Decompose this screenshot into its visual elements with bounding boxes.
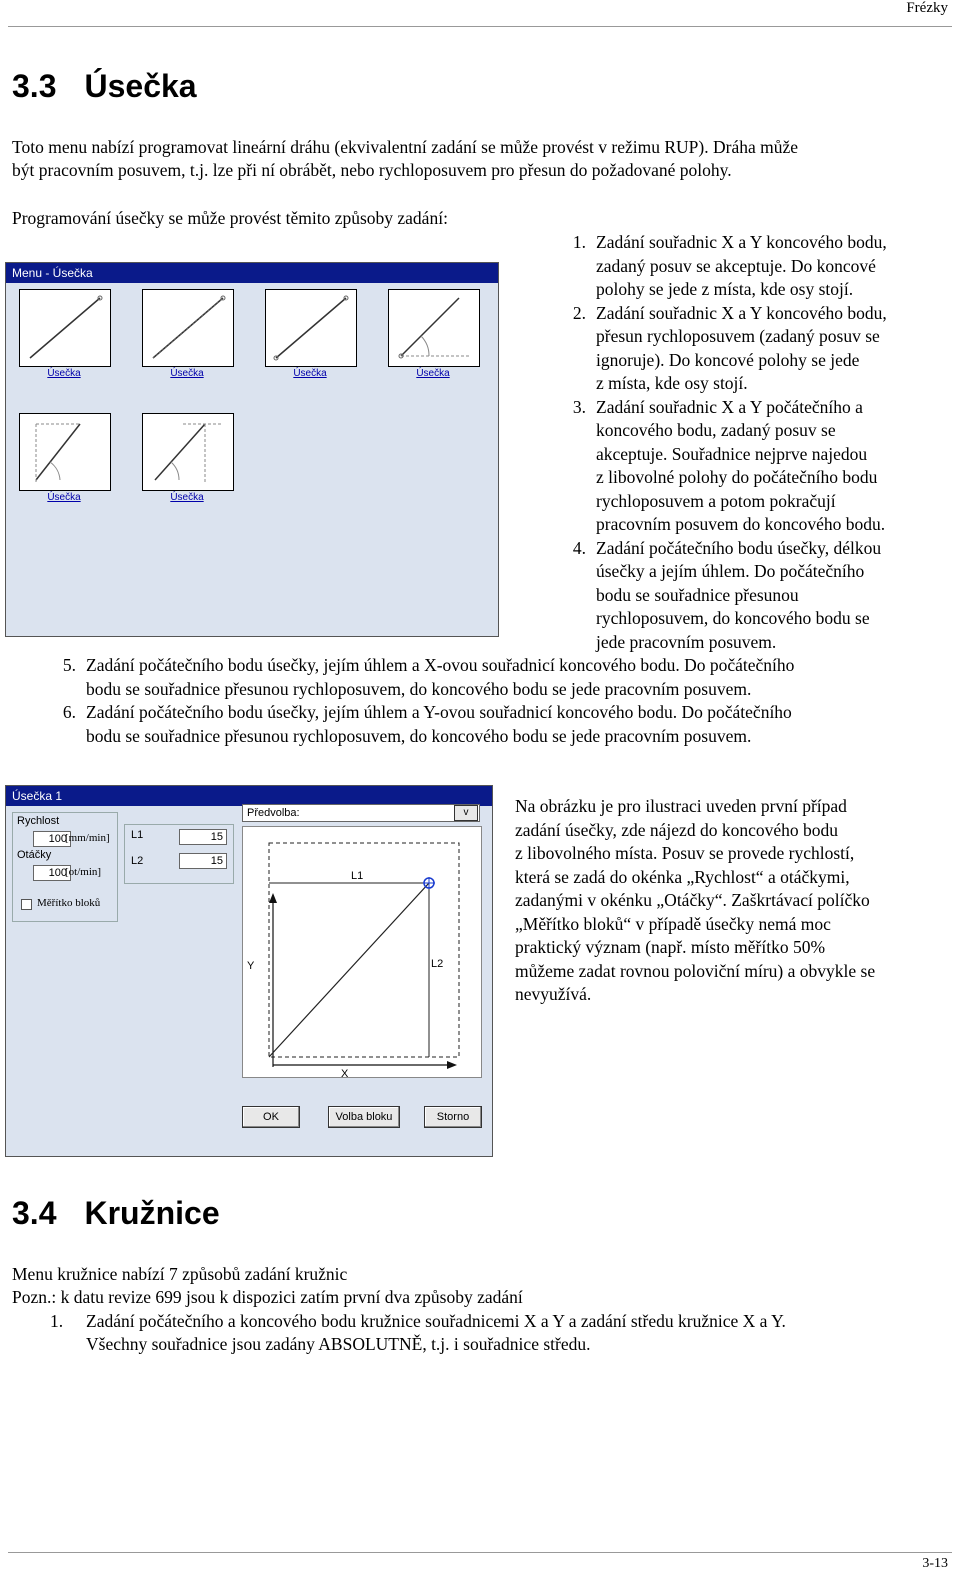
kruznice-item-1-line-1: Zadání počátečního a koncového bodu kružnice souřadnicemi X a Y a zadání středu kružnice X a Y. [86, 1311, 786, 1331]
list-item-number: 3. [572, 396, 586, 417]
intro-line-1: Toto menu nabízí programovat lineární dráhu (ekvivalentní zadání se může provést v režimu RUP). Dráha může [12, 137, 799, 157]
storno-button[interactable]: Storno [424, 1106, 482, 1128]
section-number: 3.3 [12, 68, 57, 104]
tile-label-4[interactable]: Úsečka [416, 368, 450, 379]
l1-caption: L1 [351, 870, 364, 882]
ok-button[interactable]: OK [242, 1106, 300, 1128]
list-item-number: 4. [572, 537, 586, 558]
list-item-line: zadaný posuv se akceptuje. Do koncové [596, 255, 876, 276]
description-line: praktický význam (např. místo měřítko 50% [515, 937, 826, 957]
l1-label: L1 [131, 829, 144, 841]
tile-line-1[interactable] [19, 289, 111, 367]
tile-line-3[interactable] [265, 289, 357, 367]
list-item-line: polohy se jede z místa, kde osy stojí. [596, 279, 854, 299]
line-segment [269, 883, 429, 1057]
list-item-line: přesun rychloposuvem (zadaný posuv se [596, 326, 880, 346]
tile-label-5[interactable]: Úsečka [47, 492, 81, 503]
predvolba-dropdown-button[interactable]: v [454, 805, 478, 821]
rychlost-unit: [mm/min] [65, 832, 110, 844]
list-item-number: 1. [572, 232, 586, 252]
list-item-line: akceptuje. Souřadnice nejprve najedou [596, 443, 868, 464]
tile-line-6[interactable] [142, 413, 234, 491]
dialog-description [515, 795, 955, 1007]
description-line: můžeme zadat rovnou poloviční míru) a obvykle se [515, 960, 876, 981]
l1-input[interactable]: 15 [179, 829, 227, 845]
tile-line-2[interactable] [142, 289, 234, 367]
section-number: 3.4 [12, 1195, 57, 1231]
list-item-line: Zadání počátečního bodu úsečky, jejím úhlem a X-ovou souřadnicí koncového bodu. Do počátečního [86, 655, 795, 675]
methods-list-full [50, 654, 950, 748]
rychlost-label: Rychlost [17, 815, 60, 827]
list-item-line: Zadání počátečního bodu úsečky, délkou [596, 537, 882, 558]
description-line: zadání úsečky, zde nájezd do koncového bodu [515, 819, 838, 840]
volba-bloku-button[interactable]: Volba bloku [328, 1106, 400, 1128]
list-item [50, 701, 950, 748]
kruznice-line-1: Menu kružnice nabízí 7 způsobů zadání kružnic [12, 1264, 348, 1284]
otacky-unit: [ot/min] [65, 866, 102, 878]
dialog-title: Úsečka 1 [6, 786, 492, 806]
l2-caption: L2 [431, 958, 444, 970]
list-item [560, 302, 955, 396]
list-item-line: z libovolné polohy do počátečního bodu [596, 467, 878, 487]
y-caption: Y [247, 960, 255, 972]
tile-line-4[interactable] [388, 289, 480, 367]
l2-label: L2 [131, 855, 144, 867]
list-item-line: Zadání souřadnic X a Y koncového bodu, [596, 302, 887, 323]
list-item-line: bodu se souřadnice přesunou [596, 584, 799, 605]
tile-label-1[interactable]: Úsečka [47, 368, 81, 379]
rychlost-input[interactable]: 100 [33, 831, 71, 847]
menu-window-title: Menu - Úsečka [6, 263, 498, 283]
list-item-line: bodu se souřadnice přesunou rychloposuvem, do koncového bodu se jede pracovním posuvem. [86, 678, 752, 699]
otacky-label: Otáčky [17, 849, 52, 861]
list-item-line: Zadání souřadnic X a Y koncového bodu, [596, 232, 887, 252]
description-line: zadanými v okénku „Otáčky“. Zaškrtávací políčko [515, 890, 870, 910]
tile-label-6[interactable]: Úsečka [170, 492, 204, 503]
running-header: Frézky [906, 0, 948, 16]
kruznice-line-2: Pozn.: k datu revize 699 jsou k dispozici zatím první dva způsoby zadání [12, 1287, 523, 1307]
diagram-canvas [242, 826, 482, 1078]
otacky-input[interactable]: 100 [33, 865, 71, 881]
methods-list-right [560, 231, 955, 654]
speed-group [12, 812, 118, 922]
list-item-line: Zadání počátečního bodu úsečky, jejím úhlem a Y-ovou souřadnicí koncového bodu. Do počátečního [86, 702, 792, 722]
meritko-label: Měřítko bloků [37, 897, 101, 909]
list-item-line: bodu se souřadnice přesunou rychloposuvem, do koncového bodu se jede pracovním posuvem. [86, 725, 752, 746]
section-title: Úsečka [84, 68, 197, 104]
predvolba-select[interactable]: Předvolba: [242, 804, 480, 822]
usecka-diagram [243, 827, 481, 1077]
list-item [560, 231, 955, 302]
list-item-line: rychloposuvem a potom pokračují [596, 490, 836, 511]
usecka-dialog [5, 785, 493, 1157]
description-line: která se zadá do okénka „Rychlost“ a otáčkymi, [515, 866, 850, 887]
list-item [50, 654, 950, 701]
description-line: „Měřítko bloků“ v případě úsečky nemá moc [515, 913, 831, 934]
kruznice-item-1-number: 1. [50, 1311, 64, 1331]
ways-intro: Programování úsečky se může provést těmito způsoby zadání: [12, 208, 448, 228]
list-item-line: pracovním posuvem do koncového bodu. [596, 514, 886, 534]
description-line: z libovolného místa. Posuv se provede rychlostí, [515, 843, 855, 863]
list-item-line: koncového bodu, zadaný posuv se [596, 420, 836, 440]
kruznice-item-1-line-2: Všechny souřadnice jsou zadány ABSOLUTNĚ, t.j. i souřadnice středu. [86, 1334, 591, 1354]
list-item-line: úsečky a jejím úhlem. Do počátečního [596, 561, 865, 581]
description-line: nevyužívá. [515, 984, 592, 1004]
tile-label-3[interactable]: Úsečka [293, 368, 327, 379]
header-rule [8, 26, 952, 27]
l2-input[interactable]: 15 [179, 853, 227, 869]
list-item-number: 6. [62, 702, 76, 722]
length-group [124, 824, 234, 884]
list-item [560, 396, 955, 537]
meritko-checkbox[interactable] [21, 899, 32, 910]
list-item [560, 537, 955, 655]
list-item-number: 2. [572, 302, 586, 323]
section-title: Kružnice [84, 1195, 220, 1231]
tile-label-2[interactable]: Úsečka [170, 368, 204, 379]
list-item-line: Zadání souřadnic X a Y počátečního a [596, 396, 863, 417]
list-item-line: rychloposuvem, do koncového bodu se [596, 608, 870, 628]
page-number: 3-13 [922, 1556, 948, 1571]
description-line: Na obrázku je pro ilustraci uveden první případ [515, 796, 847, 816]
intro-line-2: být pracovním posuvem, t.j. lze při ní obrábět, nebo rychloposuvem pro přesun do požadované polohy. [12, 160, 732, 180]
tile-line-5[interactable] [19, 413, 111, 491]
list-item-line: z místa, kde osy stojí. [596, 373, 748, 393]
x-caption: X [341, 1068, 349, 1077]
list-item-line: ignoruje). Do koncové polohy se jede [596, 349, 860, 370]
section-heading-3-4 [12, 1195, 220, 1232]
list-item-line: jede pracovním posuvem. [596, 631, 777, 652]
section-heading-3-3 [12, 68, 197, 105]
footer-rule [8, 1552, 952, 1553]
menu-usecka-window [5, 262, 499, 637]
list-item-number: 5. [62, 655, 76, 675]
